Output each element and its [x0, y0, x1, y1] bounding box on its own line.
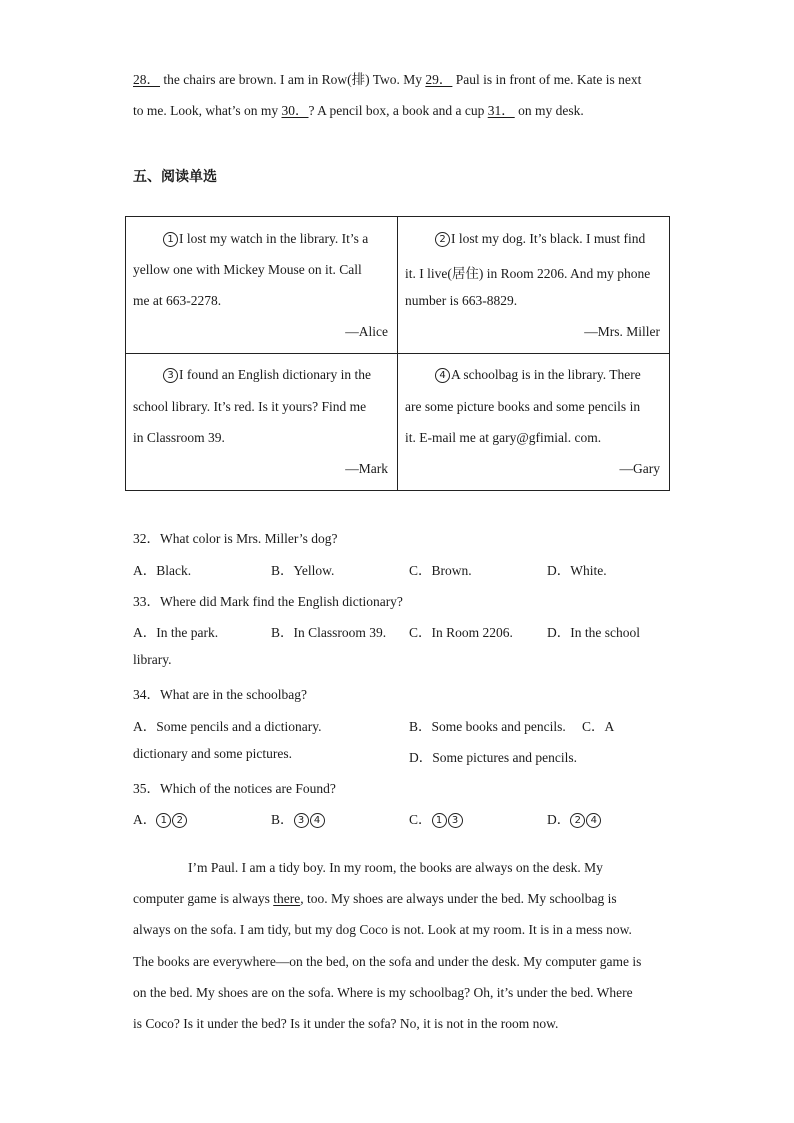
q32-option-c[interactable]: C．Brown. [409, 563, 472, 578]
circled-number-2-icon: 2 [570, 813, 585, 828]
question-32-stem: 32．What color is Mrs. Miller’s dog? [133, 531, 338, 546]
cloze-line-1 [133, 68, 641, 88]
cloze-text: Paul is in front of me. Kate is next [452, 72, 642, 87]
notice-3-line-2: school library. It’s red. Is it yours? Find me [133, 399, 367, 414]
circled-number-3-icon: 3 [448, 813, 463, 828]
notice-4-line-3: it. E-mail me at gary@gfimial. com. [405, 430, 602, 445]
notice-1-line-3: me at 663-2278. [133, 293, 222, 308]
notice-4-signature: —Gary [619, 461, 660, 476]
circled-number-4-icon: 4 [435, 368, 450, 383]
q34-option-c[interactable]: C．A [582, 719, 615, 734]
cloze-text: on my desk. [514, 103, 584, 118]
q33-option-b[interactable]: B．In Classroom 39. [271, 625, 387, 640]
cloze-text: ? A pencil box, a book and a cup [308, 103, 488, 118]
q32-option-a[interactable]: A．Black. [133, 563, 192, 578]
passage-line-3: always on the sofa. I am tidy, but my dog Coco is not. Look at my room. It is in a mess now. [133, 922, 632, 937]
notice-2-line-2: it. I live(居住) in Room 2206. And my phone [405, 266, 651, 281]
notice-4-line-2: are some picture books and some pencils in [405, 399, 641, 414]
circled-number-3-icon: 3 [163, 368, 178, 383]
notice-2-signature: —Mrs. Miller [584, 324, 660, 339]
underlined-word-there: there [273, 891, 301, 906]
question-34-stem: 34．What are in the schoolbag? [133, 687, 307, 702]
circled-number-4-icon: 4 [310, 813, 325, 828]
cloze-line-2 [133, 99, 584, 119]
circled-number-1-icon: 1 [163, 232, 178, 247]
question-33-stem: 33．Where did Mark find the English dictionary? [133, 594, 403, 609]
q34-option-d[interactable]: D．Some pictures and pencils. [409, 750, 577, 765]
cloze-text: the chairs are brown. I am in Row(排) Two. My [160, 72, 426, 87]
notice-4-line-1: 4 A schoolbag is in the library. There [435, 367, 641, 383]
passage-line-1: I’m Paul. I am a tidy boy. In my room, the books are always on the desk. My [188, 860, 603, 875]
q34-option-a[interactable]: A．Some pencils and a dictionary. [133, 719, 322, 734]
notice-3-signature: —Mark [345, 461, 388, 476]
q35-option-a[interactable]: A． 1 2 [133, 808, 188, 828]
question-35-stem: 35．Which of the notices are Found? [133, 781, 336, 796]
notice-2-line-1: 2 I lost my dog. It’s black. I must find [435, 231, 645, 247]
circled-number-2-icon: 2 [435, 232, 450, 247]
circled-number-4-icon: 4 [586, 813, 601, 828]
q33-option-d[interactable]: D．In the school [547, 625, 640, 640]
passage-line-2: computer game is always there, too. My shoes are always under the bed. My schoolbag is [133, 891, 617, 906]
section-title: 五、阅读单选 [133, 169, 217, 185]
circled-number-2-icon: 2 [172, 813, 187, 828]
notice-1-signature: —Alice [345, 324, 388, 339]
notice-3-line-3: in Classroom 39. [133, 430, 225, 445]
notice-cell-4 [398, 354, 670, 491]
notice-2-line-3: number is 663-8829. [405, 293, 518, 308]
q35-option-c[interactable]: C． 1 3 [409, 808, 464, 828]
notice-cell-3 [126, 354, 398, 491]
notice-1-line-2: yellow one with Mickey Mouse on it. Call [133, 262, 362, 277]
q33-option-a[interactable]: A．In the park. [133, 625, 219, 640]
blank-28: 28． [133, 72, 160, 87]
passage-line-6: is Coco? Is it under the bed? Is it under the sofa? No, it is not in the room now. [133, 1016, 559, 1031]
q35-option-b[interactable]: B． 3 4 [271, 808, 326, 828]
notice-cell-1 [126, 217, 398, 354]
q33-option-d-continued: library. [133, 652, 172, 667]
q32-option-b[interactable]: B．Yellow. [271, 563, 335, 578]
blank-29: 29． [425, 72, 453, 87]
passage-line-5: on the bed. My shoes are on the sofa. Where is my schoolbag? Oh, it’s under the bed. Where [133, 985, 633, 1000]
q35-option-d[interactable]: D． 2 4 [547, 808, 602, 828]
circled-number-1-icon: 1 [432, 813, 447, 828]
circled-number-3-icon: 3 [294, 813, 309, 828]
notice-cell-2 [398, 217, 670, 354]
q33-option-c[interactable]: C．In Room 2206. [409, 625, 513, 640]
q34-option-c-continued: dictionary and some pictures. [133, 746, 292, 761]
circled-number-1-icon: 1 [156, 813, 171, 828]
passage-line-4: The books are everywhere—on the bed, on the sofa and under the desk. My computer game is [133, 954, 642, 969]
cloze-text: to me. Look, what’s on my [133, 103, 282, 118]
blank-30: 30． [281, 103, 309, 118]
notice-1-line-1: 1 I lost my watch in the library. It’s a [163, 231, 368, 247]
q32-option-d[interactable]: D．White. [547, 563, 607, 578]
q34-option-b[interactable]: B．Some books and pencils. [409, 719, 566, 734]
notices-table [125, 216, 670, 491]
blank-31: 31． [487, 103, 515, 118]
notice-3-line-1: 3 I found an English dictionary in the [163, 367, 371, 383]
